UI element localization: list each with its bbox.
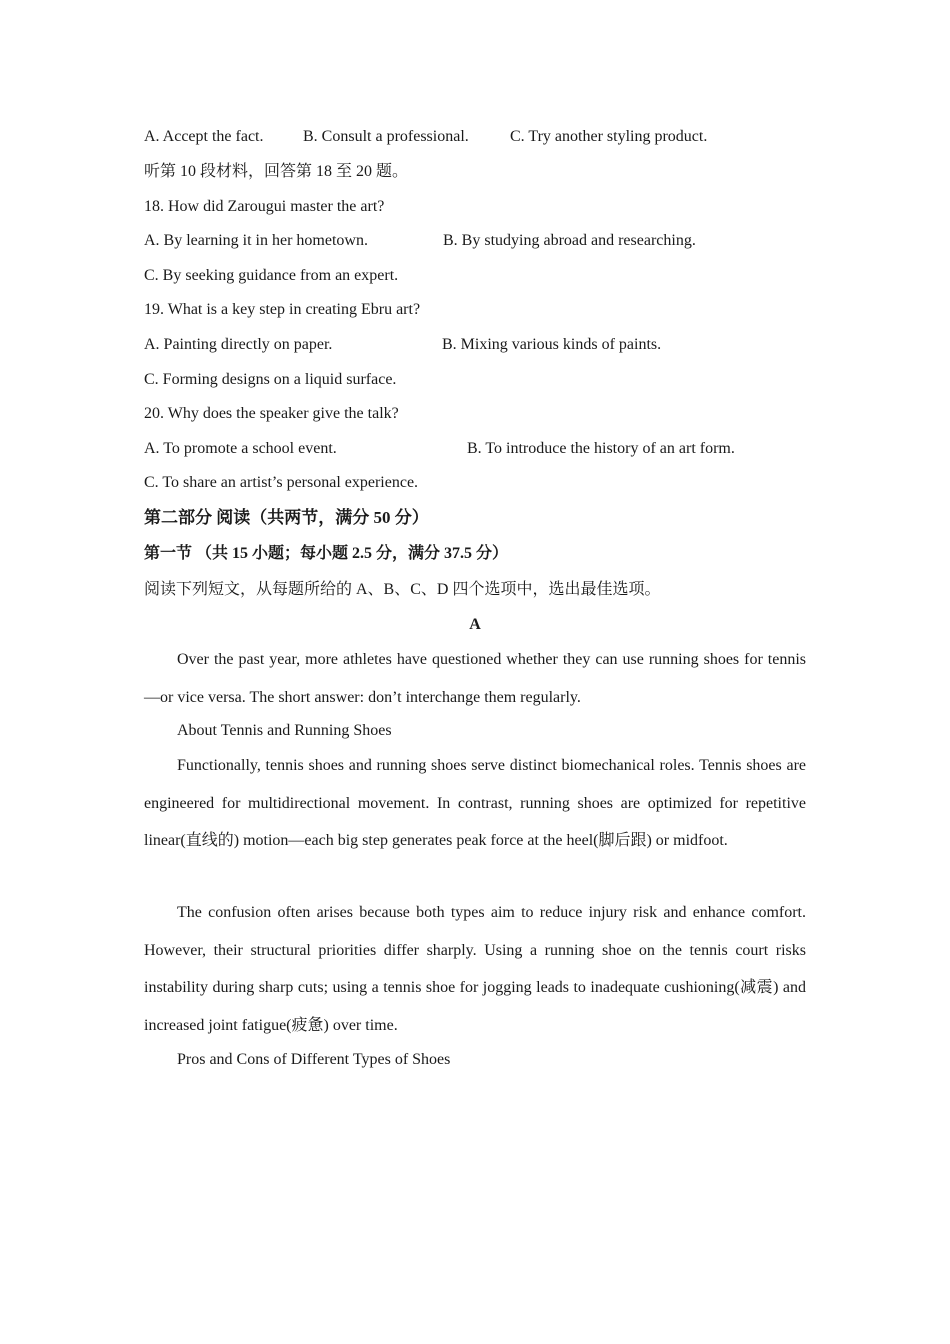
part-title: 第二部分 阅读（共两节，满分 50 分） xyxy=(144,508,429,527)
q20-option-b: B. To introduce the history of an art form. xyxy=(467,440,735,457)
paragraph-3: The confusion often arises because both types aim to reduce injury risk and enhance comfort. However, their structural priorities differ sharply. Using a running shoe on the tennis court risks instability during sharp cuts; using a tennis shoe for jogging leads to inadequate cushioning(减震) and increased joint fatigue(疲惫) over time. xyxy=(144,904,806,1034)
q17-option-b: B. Consult a professional. xyxy=(303,128,469,145)
q18-option-b: B. By studying abroad and researching. xyxy=(443,232,696,249)
passage-label: A xyxy=(469,616,481,633)
q19-option-b: B. Mixing various kinds of paints. xyxy=(442,336,662,353)
paragraph-1: Over the past year, more athletes have questioned whether they can use running shoes for tennis—or vice versa. The short answer: don’t interchange them regularly. xyxy=(144,651,806,706)
subheading-tennis-running-shoes: About Tennis and Running Shoes xyxy=(177,722,392,739)
q18-option-a: A. By learning it in her hometown. xyxy=(144,232,368,249)
section-title: 第一节 （共 15 小题；每小题 2.5 分，满分 37.5 分） xyxy=(144,545,509,562)
q20-stem: 20. Why does the speaker give the talk? xyxy=(144,405,399,422)
paragraph-2: Functionally, tennis shoes and running shoes serve distinct biomechanical roles. Tennis shoes are engineered for multidirectional movement. In contrast, running shoes are optimized for repetitive linear(直线的) motion—each big step generates peak force at the heel(脚后跟) or midfoot. xyxy=(144,757,806,849)
q19-option-c: C. Forming designs on a liquid surface. xyxy=(144,371,397,388)
q17-option-a: A. Accept the fact. xyxy=(144,128,264,145)
q18-option-c: C. By seeking guidance from an expert. xyxy=(144,267,399,284)
q20-option-c: C. To share an artist’s personal experience. xyxy=(144,474,419,491)
q17-option-c: C. Try another styling product. xyxy=(510,128,708,145)
reading-instruction: 阅读下列短文，从每题所给的 A、B、C、D 四个选项中，选出最佳选项。 xyxy=(144,581,661,598)
subheading-pros-cons: Pros and Cons of Different Types of Shoes xyxy=(177,1051,451,1068)
q19-option-a: A. Painting directly on paper. xyxy=(144,336,333,353)
q18-stem: 18. How did Zarougui master the art? xyxy=(144,198,385,215)
q19-stem: 19. What is a key step in creating Ebru art? xyxy=(144,301,421,318)
section10-instruction: 听第 10 段材料，回答第 18 至 20 题。 xyxy=(144,163,409,180)
q20-option-a: A. To promote a school event. xyxy=(144,440,337,457)
